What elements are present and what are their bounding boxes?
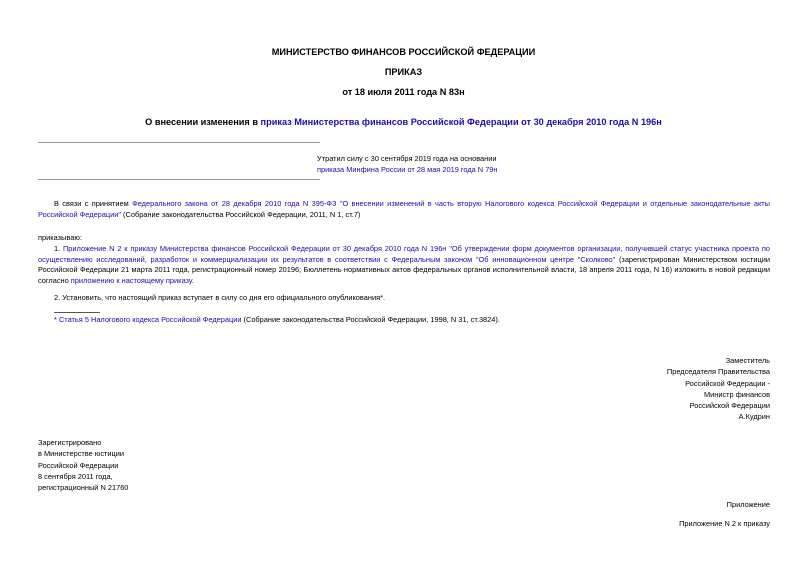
orders-label: приказываю: <box>38 233 82 242</box>
footnote-text: (Собрание законодательства Российской Федерации, 1998, N 31, ст.3824). <box>241 315 500 324</box>
footnote-divider <box>54 312 100 313</box>
divider-bottom <box>38 179 320 180</box>
registration-block <box>38 437 128 493</box>
appendix-2-link[interactable]: Приложение N 2 к приказу Министерства финансов Российской Федерации от 30 декабря 2010 года N 196н "Об утверждении форм документов организации, получившей статус участника проекта по осуществлению исследований, разработок и коммерциализации их результатов в соответствии с Федеральным законом "Об инновационном центре "Сколково" <box>38 244 771 264</box>
registration-line: Российской Федерации <box>38 460 119 470</box>
title-prefix: О внесении изменения в <box>145 117 261 127</box>
appendix-reference: Приложение N 2 к приказу <box>679 519 770 528</box>
footnote-star: * <box>54 315 59 324</box>
doc-type-heading: ПРИКАЗ <box>384 67 423 77</box>
appendix-label: Приложение <box>726 500 770 509</box>
ministry-heading: МИНИСТЕРСТВО ФИНАНСОВ РОССИЙСКОЙ ФЕДЕРАЦИИ <box>271 47 536 57</box>
signature-line: Заместитель <box>725 356 770 365</box>
signature-line: Председателя Правительства <box>666 367 770 377</box>
tax-code-link[interactable]: Статья 5 Налогового кодекса Российской Федерации <box>58 315 242 324</box>
signature-line: Российской Федерации <box>689 401 770 410</box>
item-1-paragraph <box>38 244 770 287</box>
status-note <box>317 153 498 176</box>
intro-text: В связи с принятием <box>54 199 133 208</box>
signature-line: Российской Федерации - <box>685 378 770 388</box>
footnote <box>38 315 770 326</box>
divider-top <box>38 142 320 143</box>
signature-block <box>667 355 770 423</box>
registration-line: 8 сентября 2011 года, <box>38 471 113 481</box>
item-1-text: (зарегистрирован Министерством юстиции Российской Федерации 21 марта 2011 года, регистрационный номер 20196; Бюллетень нормативных актов федеральных органов исполнительной власти, 18 апреля 2011 года, N 16) изложить в новой редакции согласно <box>38 254 771 286</box>
status-note-text: Утратил силу с 30 сентября 2019 года на основании <box>317 154 497 163</box>
registration-line: регистрационный N 21760 <box>38 483 129 492</box>
title-link[interactable]: приказ Министерства финансов Российской Федерации от 30 декабря 2010 года N 196н <box>260 117 662 127</box>
status-note-link[interactable]: приказа Минфина России от 28 мая 2019 года N 79н <box>317 165 498 175</box>
appendix-link[interactable]: приложению к настоящему приказу <box>70 276 192 286</box>
signature-line: Министр финансов <box>703 389 770 399</box>
federal-law-link[interactable]: Федерального закона от 28 декабря 2010 года N 395-ФЗ "О внесении изменений в часть вторую Налогового кодекса Российской Федерации и отдельные законодательные акты Российской Федерации" <box>38 199 770 219</box>
registration-line: в Министерстве юстиции <box>38 449 125 459</box>
intro-text-end: (Собрание законодательства Российской Федерации, 2011, N 1, ст.7) <box>121 209 361 219</box>
item-2-paragraph: 2. Установить, что настоящий приказ вступает в силу со дня его официального опубликования*. <box>54 293 386 302</box>
item-1-number: 1. <box>54 244 63 253</box>
item-1-end: . <box>191 276 194 286</box>
registration-line: Зарегистрировано <box>38 438 102 447</box>
intro-paragraph <box>38 199 770 220</box>
signature-name: А.Кудрин <box>738 412 770 422</box>
page-title <box>0 116 807 129</box>
date-number-heading: от 18 июля 2011 года N 83н <box>342 87 465 97</box>
